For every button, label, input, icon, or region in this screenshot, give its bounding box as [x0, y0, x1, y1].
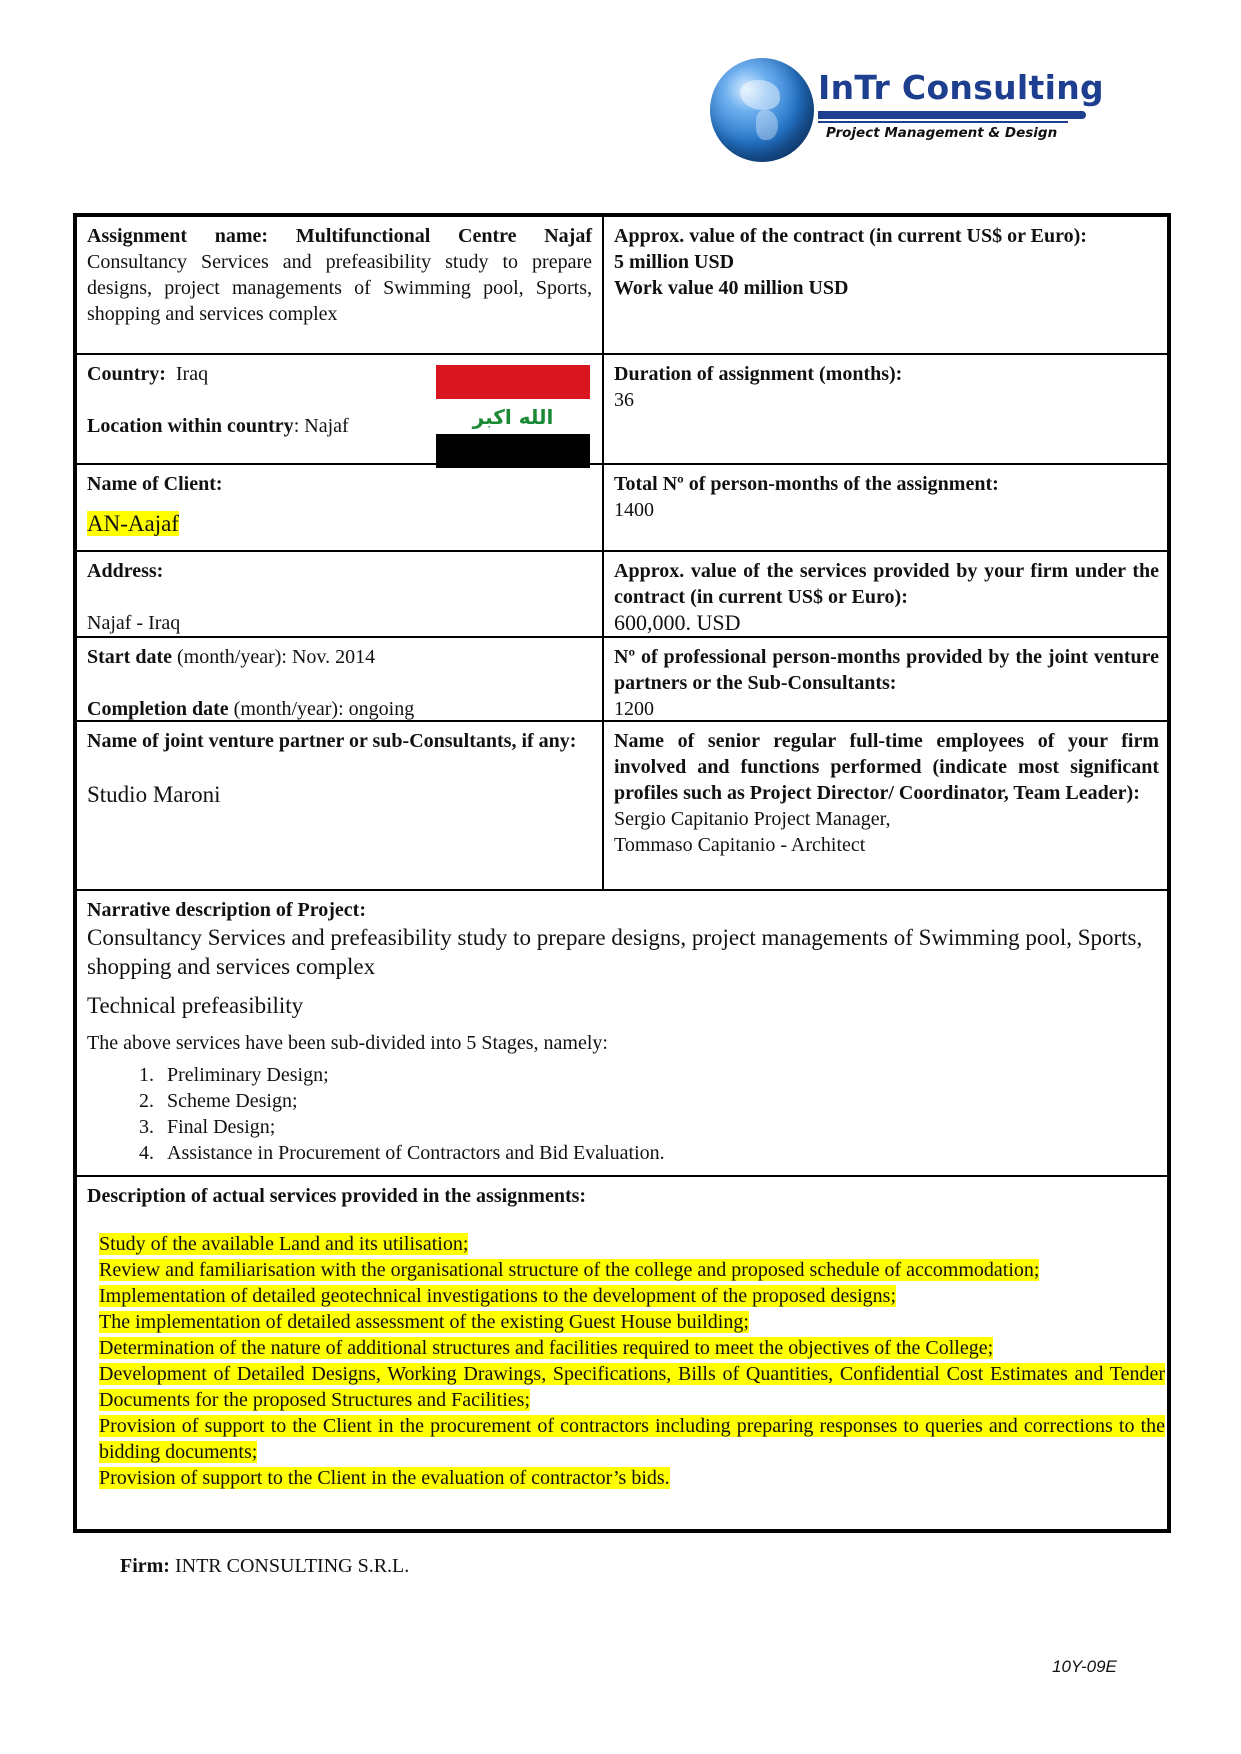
- list-item: Determination of the nature of additional structures and facilities required to meet the objectives of the College;: [99, 1337, 994, 1359]
- narrative-label: Narrative description of Project:: [87, 899, 366, 921]
- address-cell: [77, 552, 602, 636]
- client-label: Name of Client:: [87, 473, 223, 495]
- narrative-intro: The above services have been sub-divided into 5 Stages, namely:: [87, 1032, 608, 1054]
- firm-label: Firm:: [120, 1555, 170, 1577]
- list-item: Implementation of detailed geotechnical investigations to the development of the proposed designs;: [99, 1285, 897, 1307]
- stages-list: [87, 1062, 1165, 1166]
- services-cell: [77, 1177, 1169, 1491]
- contract-value: 5 million USD: [614, 251, 735, 273]
- list-item: 4. Assistance in Procurement of Contractors and Bid Evaluation.: [159, 1140, 1165, 1166]
- start-date-label: Start date: [87, 646, 172, 668]
- narrative-subtitle: Technical prefeasibility: [87, 993, 304, 1018]
- firm-value: INTR CONSULTING S.R.L.: [174, 1555, 410, 1577]
- services-label: Description of actual services provided in the assignments:: [87, 1185, 587, 1207]
- narrative-cell: [77, 891, 1169, 1166]
- list-item: Development of Detailed Designs, Working Drawings, Specifications, Bills of Quantities, Confidential Cost Estimates and Tender Documents for the proposed Structures and Facilities;: [99, 1363, 1165, 1411]
- employees-cell: [604, 722, 1169, 858]
- address-value: Najaf - Iraq: [87, 612, 181, 634]
- country-label: Country:: [87, 363, 166, 385]
- person-months-cell: [604, 465, 1169, 523]
- person-months-value: 1400: [614, 499, 654, 521]
- services-value-cell: [604, 552, 1169, 636]
- location-value: : Najaf: [293, 415, 349, 437]
- completion-date-value: (month/year): ongoing: [228, 698, 415, 720]
- list-item: Review and familiarisation with the organisational structure of the college and proposed schedule of accommodation;: [99, 1259, 1040, 1281]
- partners-cell: [77, 722, 602, 809]
- assignment-name: Multifunctional Centre Najaf: [295, 225, 592, 247]
- duration-value: 36: [614, 389, 634, 411]
- list-item: 1. Preliminary Design;: [159, 1062, 1165, 1088]
- company-logo: [710, 58, 1104, 168]
- logo-underline: [818, 121, 1068, 123]
- employees-label: Name of senior regular full-time employees of your firm involved and functions performed (indicate most significant profiles such as Project Director/ Coordinator, Team Leader):: [614, 730, 1159, 804]
- document-code: 10Y-09E: [1052, 1657, 1117, 1676]
- location-label: Location within country: [87, 415, 294, 437]
- work-value: Work value 40 million USD: [614, 277, 849, 299]
- professional-months-label: Nº of professional person-months provided by the joint venture partners or the Sub-Consultants:: [614, 646, 1159, 694]
- professional-months-cell: [604, 638, 1169, 722]
- partners-value: Studio Maroni: [87, 782, 221, 807]
- assignment-description: Consultancy Services and prefeasibility study to prepare designs, project managements of Swimming pool, Sports, shopping and services complex: [87, 251, 592, 325]
- client-cell: [77, 465, 602, 538]
- client-value: AN-Aajaf: [87, 511, 179, 536]
- logo-bar: [818, 111, 1086, 119]
- list-item: 3. Final Design;: [159, 1114, 1165, 1140]
- contract-value-label: Approx. value of the contract (in current US$ or Euro):: [614, 225, 1087, 247]
- list-item: 2. Scheme Design;: [159, 1088, 1165, 1114]
- country-cell: [77, 355, 417, 439]
- iraq-flag-icon: [436, 365, 590, 468]
- start-date-value: (month/year): Nov. 2014: [171, 646, 376, 668]
- professional-months-value: 1200: [614, 698, 654, 720]
- globe-icon: [710, 58, 814, 162]
- list-item: Provision of support to the Client in the procurement of contractors including preparing responses to queries and corrections to the bidding documents;: [99, 1415, 1165, 1463]
- services-value: 600,000. USD: [614, 610, 741, 635]
- logo-title: InTr Consulting: [818, 68, 1104, 107]
- person-months-label: Total Nº of person-months of the assignment:: [614, 473, 999, 495]
- logo-subtitle: Project Management & Design: [826, 125, 1058, 141]
- firm-line: [120, 1555, 409, 1578]
- country-value: Iraq: [175, 363, 209, 385]
- completion-date-label: Completion date: [87, 698, 229, 720]
- assignment-label: Assignment name:: [87, 225, 269, 247]
- list-item: The implementation of detailed assessment of the existing Guest House building;: [99, 1311, 749, 1333]
- duration-cell: [604, 355, 1169, 413]
- employee-2: Tommaso Capitanio - Architect: [614, 834, 866, 856]
- flag-inscription: الله اكبر: [472, 405, 554, 429]
- assignment-cell: [77, 217, 602, 327]
- dates-cell: [77, 638, 602, 722]
- employee-1: Sergio Capitanio Project Manager,: [614, 808, 891, 830]
- services-value-label: Approx. value of the services provided by your firm under the contract (in current US$ or Euro):: [614, 560, 1159, 608]
- partners-label: Name of joint venture partner or sub-Consultants, if any:: [87, 730, 577, 752]
- narrative-text: Consultancy Services and prefeasibility study to prepare designs, project managements of Swimming pool, Sports, shopping and services complex: [87, 925, 1143, 979]
- services-list: [87, 1231, 1165, 1491]
- list-item: Study of the available Land and its utilisation;: [99, 1233, 469, 1255]
- list-item: Provision of support to the Client in the evaluation of contractor’s bids.: [99, 1467, 670, 1489]
- address-label: Address:: [87, 560, 164, 582]
- contract-value-cell: [604, 217, 1169, 301]
- duration-label: Duration of assignment (months):: [614, 363, 903, 385]
